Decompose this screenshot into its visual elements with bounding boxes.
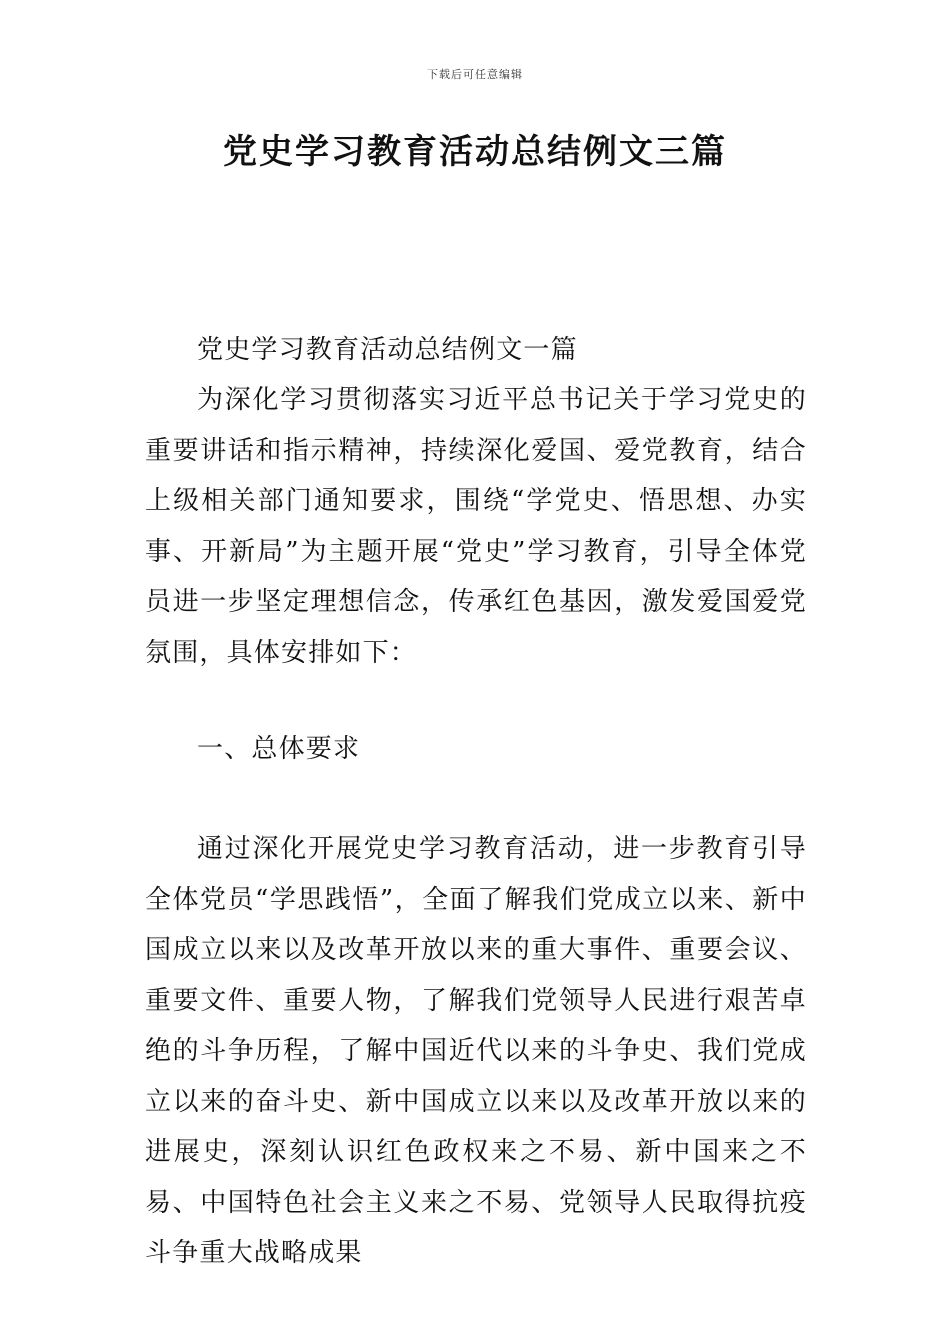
section-title: 党史学习教育活动总结例文一篇 (197, 335, 578, 365)
page-header-note: 下载后可任意编辑 (427, 68, 523, 81)
paragraph-intro: 为深化学习贯彻落实习近平总书记关于学习党史的重要讲话和指示精神，持续深化爱国、爱党教育，结合上级相关部门通知要求，围绕“学党史、悟思想、办实事、开新局”为主题开展“党史”学习教育，引导全体党员进一步坚定理想信念，传承红色基因，激发爱国爱党氛围，具体安排如下： (145, 385, 807, 668)
document-title: 党史学习教育活动总结例文三篇 (223, 132, 727, 172)
section-heading-general-requirements: 一、总体要求 (197, 734, 361, 764)
paragraph-general-requirements: 通过深化开展党史学习教育活动，进一步教育引导全体党员“学思践悟”，全面了解我们党成立以来、新中国成立以来以及改革开放以来的重大事件、重要会议、重要文件、重要人物，了解我们党领导人民进行艰苦卓绝的斗争历程，了解中国近代以来的斗争史、我们党成立以来的奋斗史、新中国成立以来以及改革开放以来的进展史，深刻认识红色政权来之不易、新中国来之不易、中国特色社会主义来之不易、党领导人民取得抗疫斗争重大战略成果 (145, 834, 807, 1268)
